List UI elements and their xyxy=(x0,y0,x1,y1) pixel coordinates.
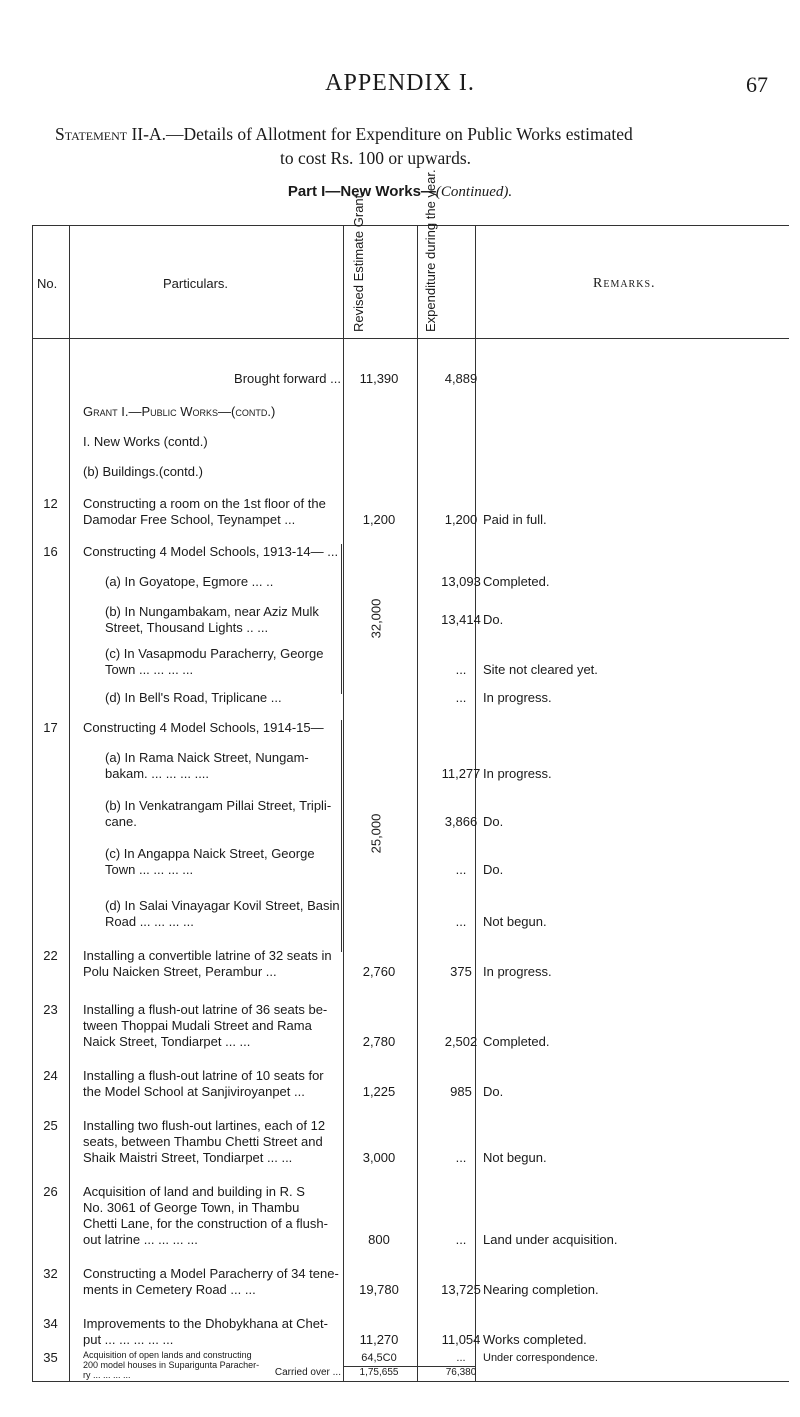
particulars-line: (c) In Angappa Naick Street, George xyxy=(105,846,315,861)
buildings-heading: (b) Buildings.(contd.) xyxy=(83,464,203,479)
particulars-line: bakam. ... ... ... .... xyxy=(105,766,210,781)
particulars-line: (b) In Venkatrangam Pillai Street, Tripli- xyxy=(105,798,332,813)
row-particulars: Constructing 4 Model Schools, 1914-15— xyxy=(83,720,324,735)
row-no: 17 xyxy=(43,720,58,735)
sub-particulars xyxy=(83,750,373,782)
row-expenditure: 2,502 xyxy=(444,1034,478,1049)
particulars-line: Naick Street, Tondiarpet ... ... xyxy=(83,1034,251,1049)
particulars-line: (c) In Vasapmodu Paracherry, George xyxy=(105,646,324,661)
sub-particulars xyxy=(83,798,373,830)
row-remarks: Nearing completion. xyxy=(483,1282,599,1297)
col-divider xyxy=(475,226,476,1381)
sub-remarks: Do. xyxy=(483,814,504,829)
sub-particulars xyxy=(83,646,373,678)
row-particulars xyxy=(83,948,373,980)
particulars-line: Acquisition of land and building in R. S xyxy=(83,1184,305,1199)
part-heading-bold: Part I—New Works— xyxy=(287,183,436,200)
group-grant: 25,000 xyxy=(368,813,384,854)
row-expenditure: ... xyxy=(456,1352,466,1364)
row-expenditure: ... xyxy=(455,1232,467,1247)
sub-remarks: Do. xyxy=(483,862,504,877)
row-particulars xyxy=(83,1316,373,1348)
sub-remarks: Site not cleared yet. xyxy=(483,662,598,677)
part-heading-italic: (Continued). xyxy=(435,184,513,200)
carried-over-label: Carried over ... xyxy=(274,1367,341,1378)
group-grant: 32,000 xyxy=(368,598,384,639)
particulars-line: (a) In Goyatope, Egmore ... .. xyxy=(105,574,274,589)
header-remarks: Remarks. xyxy=(593,276,656,291)
sub-expenditure: 13,414 xyxy=(441,612,481,627)
particulars-line: No. 3061 of George Town, in Thambu xyxy=(83,1200,300,1215)
carried-over-expenditure: 76,380 xyxy=(445,1367,477,1378)
particulars-line: seats, between Thambu Chetti Street and xyxy=(83,1134,323,1149)
particulars-line: ry ... ... ... ... xyxy=(83,1370,131,1380)
sub-remarks: Completed. xyxy=(483,574,550,589)
particulars-line: Improvements to the Dhobykhana at Chet- xyxy=(83,1316,328,1331)
row-no: 24 xyxy=(43,1068,58,1083)
col-divider xyxy=(417,226,418,1381)
row-grant: 11,270 xyxy=(359,1332,399,1347)
particulars-line: Installing two flush-out lartines, each of 12 xyxy=(83,1118,326,1133)
sub-particulars xyxy=(83,690,373,706)
row-no: 12 xyxy=(43,496,58,511)
sub-expenditure: ... xyxy=(455,690,467,705)
row-remarks: Do. xyxy=(483,1084,504,1099)
row-expenditure: 985 xyxy=(450,1084,472,1099)
row-remarks: Works completed. xyxy=(483,1332,587,1347)
appendix-title: APPENDIX I. xyxy=(325,70,475,96)
row-expenditure: 375 xyxy=(450,964,472,979)
header-no: No. xyxy=(37,276,58,291)
row-no: 16 xyxy=(43,544,58,559)
particulars-line: Installing a convertible latrine of 32 seats in xyxy=(83,948,332,963)
particulars-line: (b) In Nungambakam, near Aziz Mulk xyxy=(105,604,319,619)
row-particulars xyxy=(83,1068,373,1100)
sub-expenditure: ... xyxy=(455,862,467,877)
brought-forward-grant: 11,390 xyxy=(359,371,399,386)
sub-expenditure: ... xyxy=(455,662,467,677)
row-particulars xyxy=(83,496,373,528)
row-no: 32 xyxy=(43,1266,58,1281)
particulars-line: Installing a flush-out latrine of 36 seats be- xyxy=(83,1002,328,1017)
row-no: 23 xyxy=(43,1002,58,1017)
row-no: 22 xyxy=(43,948,58,963)
row-grant: 19,780 xyxy=(359,1282,399,1297)
brought-forward-expenditure: 4,889 xyxy=(444,371,478,386)
sub-expenditure: 13,093 xyxy=(441,574,481,589)
grant-heading: Grant I.—Public Works—(contd.) xyxy=(83,404,276,419)
sub-expenditure: 11,277 xyxy=(441,766,481,781)
particulars-line: out latrine ... ... ... ... xyxy=(83,1232,198,1247)
particulars-line: Road ... ... ... ... xyxy=(105,914,194,929)
sub-particulars xyxy=(83,846,373,878)
row-grant: 1,225 xyxy=(362,1084,396,1099)
particulars-line: Town ... ... ... ... xyxy=(105,662,194,677)
particulars-line: the Model School at Sanjiviroyanpet ... xyxy=(83,1084,305,1099)
brought-forward-label: Brought forward ... xyxy=(234,371,341,386)
particulars-line: Damodar Free School, Teynampet ... xyxy=(83,512,296,527)
sub-particulars xyxy=(83,898,373,930)
sub-remarks: Not begun. xyxy=(483,914,547,929)
row-expenditure: 1,200 xyxy=(444,512,478,527)
particulars-line: Chetti Lane, for the construction of a flush- xyxy=(83,1216,328,1231)
row-particulars xyxy=(83,1002,373,1050)
carried-over-grant: 1,75,655 xyxy=(359,1367,399,1378)
sub-particulars xyxy=(83,604,373,636)
row-particulars xyxy=(83,1184,373,1248)
particulars-line: Acquisition of open lands and constructing xyxy=(83,1350,252,1360)
row-grant: 3,000 xyxy=(362,1150,396,1165)
sub-remarks: In progress. xyxy=(483,766,552,781)
sub-particulars xyxy=(83,574,373,590)
particulars-line: tween Thoppai Mudali Street and Rama xyxy=(83,1018,312,1033)
row-grant: 2,760 xyxy=(362,964,396,979)
sub-remarks: In progress. xyxy=(483,690,552,705)
sub-expenditure: 3,866 xyxy=(444,814,478,829)
statement-title-line2: to cost Rs. 100 or upwards. xyxy=(280,148,472,168)
particulars-line: Street, Thousand Lights .. ... xyxy=(105,620,269,635)
row-no: 25 xyxy=(43,1118,58,1133)
row-remarks: Completed. xyxy=(483,1034,550,1049)
particulars-line: Constructing a Model Paracherry of 34 tene- xyxy=(83,1266,339,1281)
header-grant: Revised Estimate Grant. xyxy=(351,191,366,332)
particulars-line: put ... ... ... ... ... xyxy=(83,1332,174,1347)
particulars-line: (d) In Salai Vinayagar Kovil Street, Basin xyxy=(105,898,340,913)
row-remarks: Under correspondence. xyxy=(483,1352,598,1364)
statement-title xyxy=(55,122,775,170)
statement-label: Statement xyxy=(55,124,128,144)
col-divider xyxy=(69,226,70,1381)
row-no: 34 xyxy=(43,1316,58,1331)
particulars-line: cane. xyxy=(105,814,137,829)
row-grant: 2,780 xyxy=(362,1034,396,1049)
particulars-line: ments in Cemetery Road ... ... xyxy=(83,1282,256,1297)
row-grant: 64,5C0 xyxy=(361,1352,397,1364)
header-divider xyxy=(33,338,789,339)
row-grant: 800 xyxy=(368,1232,390,1247)
sub-expenditure: ... xyxy=(455,914,467,929)
particulars-line: Town ... ... ... ... xyxy=(105,862,194,877)
row-remarks: Land under acquisition. xyxy=(483,1232,618,1247)
particulars-line: (d) In Bell's Road, Triplicane ... xyxy=(105,690,282,705)
row-expenditure: ... xyxy=(455,1150,467,1165)
particulars-line: (a) In Rama Naick Street, Nungam- xyxy=(105,750,309,765)
particulars-line: Installing a flush-out latrine of 10 seats for xyxy=(83,1068,324,1083)
row-no: 35 xyxy=(43,1350,58,1365)
row-particulars: Constructing 4 Model Schools, 1913-14— ... xyxy=(83,544,339,559)
page-number: 67 xyxy=(746,72,768,97)
header-expenditure: Expenditure during the year. xyxy=(423,169,438,332)
particulars-line: Polu Naicken Street, Perambur ... xyxy=(83,964,277,979)
row-expenditure: 13,725 xyxy=(441,1282,481,1297)
row-particulars xyxy=(83,1266,373,1298)
particulars-line: 200 model houses in Suparigunta Paracher- xyxy=(83,1360,260,1370)
row-remarks: Not begun. xyxy=(483,1150,547,1165)
particulars-line: Constructing a room on the 1st floor of the xyxy=(83,496,326,511)
statement-title-line1: II-A.—Details of Allotment for Expenditure on Public Works estimated xyxy=(131,124,633,144)
sub-remarks: Do. xyxy=(483,612,504,627)
row-remarks: Paid in full. xyxy=(483,512,547,527)
row-expenditure: 11,054 xyxy=(441,1332,481,1347)
row-no: 26 xyxy=(43,1184,58,1199)
particulars-line: Shaik Maistri Street, Tondiarpet ... ... xyxy=(83,1150,293,1165)
row-particulars xyxy=(83,1118,373,1166)
part-heading xyxy=(0,183,800,201)
row-grant: 1,200 xyxy=(362,512,396,527)
new-works-heading: I. New Works (contd.) xyxy=(83,434,208,449)
header-particulars: Particulars. xyxy=(163,276,229,291)
row-remarks: In progress. xyxy=(483,964,552,979)
